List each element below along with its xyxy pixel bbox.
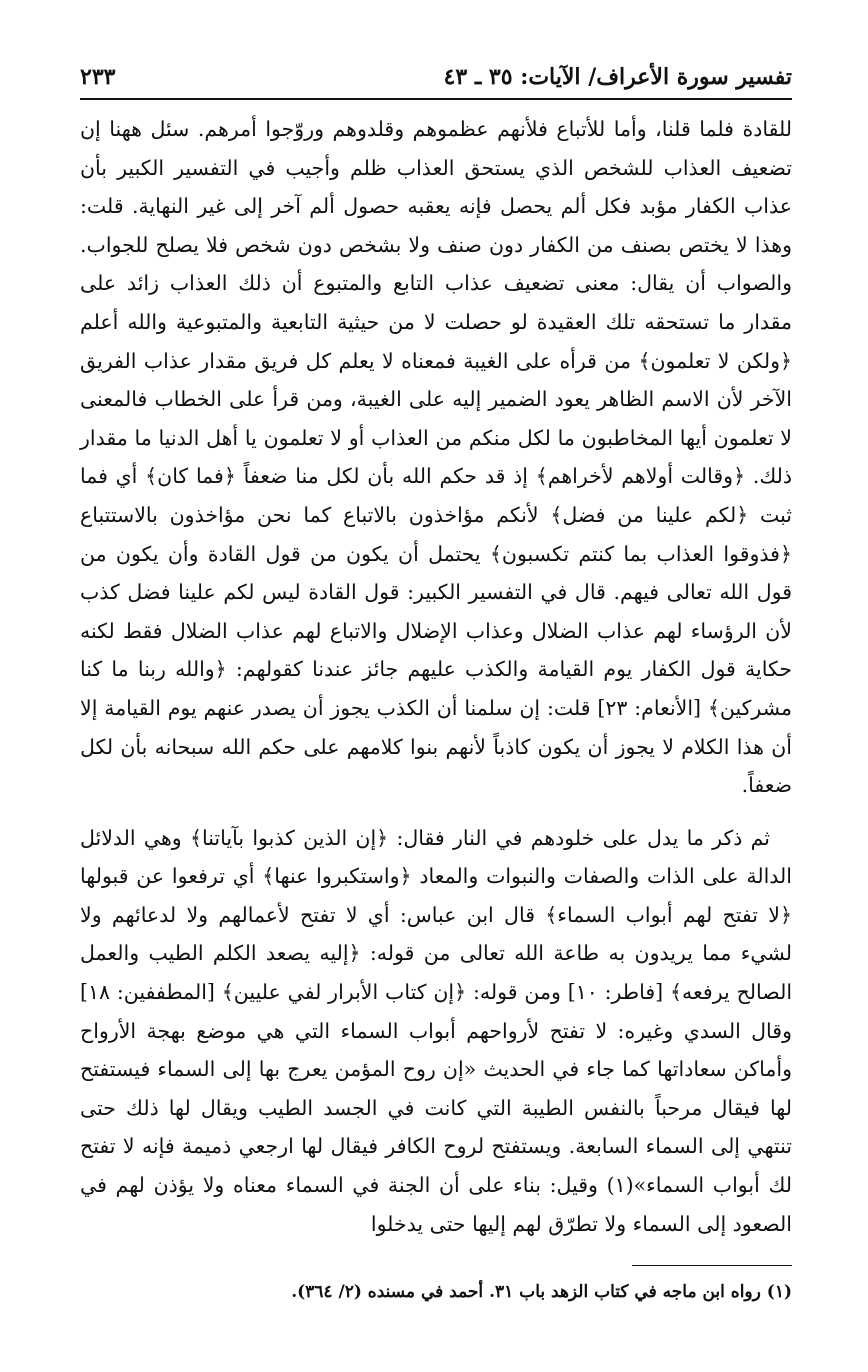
running-title: تفسير سورة الأعراف/ الآيات: ٣٥ ـ ٤٣ (443, 64, 792, 90)
header-divider (80, 98, 792, 100)
footnote: (١) رواه ابن ماجه في كتاب الزهد باب ٣١. أحمد في مسنده (٢/ ٣٦٤). (291, 1282, 792, 1303)
book-page (80, 58, 792, 1306)
paragraph: ثم ذكر ما يدل على خلودهم في النار فقال: ﴿إن الذين كذبوا بآياتنا﴾ وهي الدلائل الدالة على الذات والصفات والنبوات والمعاد ﴿واستكبروا عنها﴾ أي ترفعوا عن قبولها ﴿لا تفتح لهم أبواب السماء﴾ قال ابن عباس: أي لا تفتح لأعمالهم ولا لدعائهم ولا لشيء مما يريدون به طاعة الله تعالى من قوله: ﴿إليه يصعد الكلم الطيب والعمل الصالح يرفعه﴾ [فاطر: ١٠] ومن قوله: ﴿إن كتاب الأبرار لفي عليين﴾ [المطففين: ١٨] وقال السدي وغيره: لا تفتح لأرواحهم أبواب السماء التي هي موضع بهجة الأرواح وأماكن سعاداتها كما جاء في الحديث «إن روح المؤمن يعرج بها إلى السماء فيستفتح لها فيقال مرحباً بالنفس الطيبة التي كانت في الجسد الطيب ويقال لها ذلك حتى تنتهي إلى السماء السابعة. ويستفتح لروح الكافر فيقال لها ارجعي ذميمة فإنه لا تفتح لك أبواب السماء»(١) وقيل: بناء على أن الجنة في السماء معناه ولا يؤذن لهم في الصعود إلى السماء ولا تطرّق لهم إليها حتى يدخلوا (80, 825, 793, 1236)
paragraph: للقادة فلما قلنا، وأما للأتباع فلأنهم عظموهم وقلدوهم وروّجوا أمرهم. سئل ههنا إن تضعيف العذاب للشخص الذي يستحق العذاب ظلم وأجيب في التفسير الكبير بأن عذاب الكفار مؤبد فكل ألم يحصل فإنه يعقبه حصول ألم آخر إلى غير النهاية. قلت: وهذا لا يختص بصنف من الكفار دون صنف ولا بشخص دون شخص فلا يصلح للجواب. والصواب أن يقال: معنى تضعيف عذاب التابع والمتبوع أن ذلك العذاب زائد على مقدار ما تستحقه تلك العقيدة لو حصلت لا من حيثية التابعية والمتبوعية والله أعلم ﴿ولكن لا تعلمون﴾ من قرأه على الغيبة فمعناه لا يعلم كل فريق مقدار عذاب الفريق الآخر لأن الاسم الظاهر يعود الضمير إليه على الغيبة، ومن قرأ على الخطاب فالمعنى لا تعلمون أيها المخاطبون ما لكل منكم من العذاب أو لا تعلمون يا أهل الدنيا ما مقدار ذلك. ﴿وقالت أولاهم لأخراهم﴾ إذ قد حكم الله بأن لكل منا ضعفاً ﴿فما كان﴾ أي فما ثبت ﴿لكم علينا من فضل﴾ لأنكم مؤاخذون بالاتباع كما نحن مؤاخذون بالاستتباع ﴿فذوقوا العذاب بما كنتم تكسبون﴾ يحتمل أن يكون من قول القادة وأن يكون من قول الله تعالى فيهم. قال في التفسير الكبير: قول القادة ليس لكم علينا فضل كذب لأن الرؤساء لهم عذاب الضلال وعذاب الإضلال والاتباع لهم عذاب الضلال فقط لكنه حكاية قول الكفار يوم القيامة والكذب عليهم جائز عندنا كقولهم: ﴿والله ربنا ما كنا مشركين﴾ [الأنعام: ٢٣] قلت: إن سلمنا أن الكذب يجوز أن يصدر عنهم يوم القيامة إلا أن هذا الكلام لا يجوز أن يكون كاذباً لأنهم بنوا كلامهم على حكم الله سبحانه بأن لكل ضعفاً. (80, 117, 792, 798)
running-header (80, 58, 792, 98)
page-number: ٢٣٣ (80, 64, 116, 90)
main-text (80, 110, 792, 1243)
footnote-divider (632, 1265, 792, 1266)
